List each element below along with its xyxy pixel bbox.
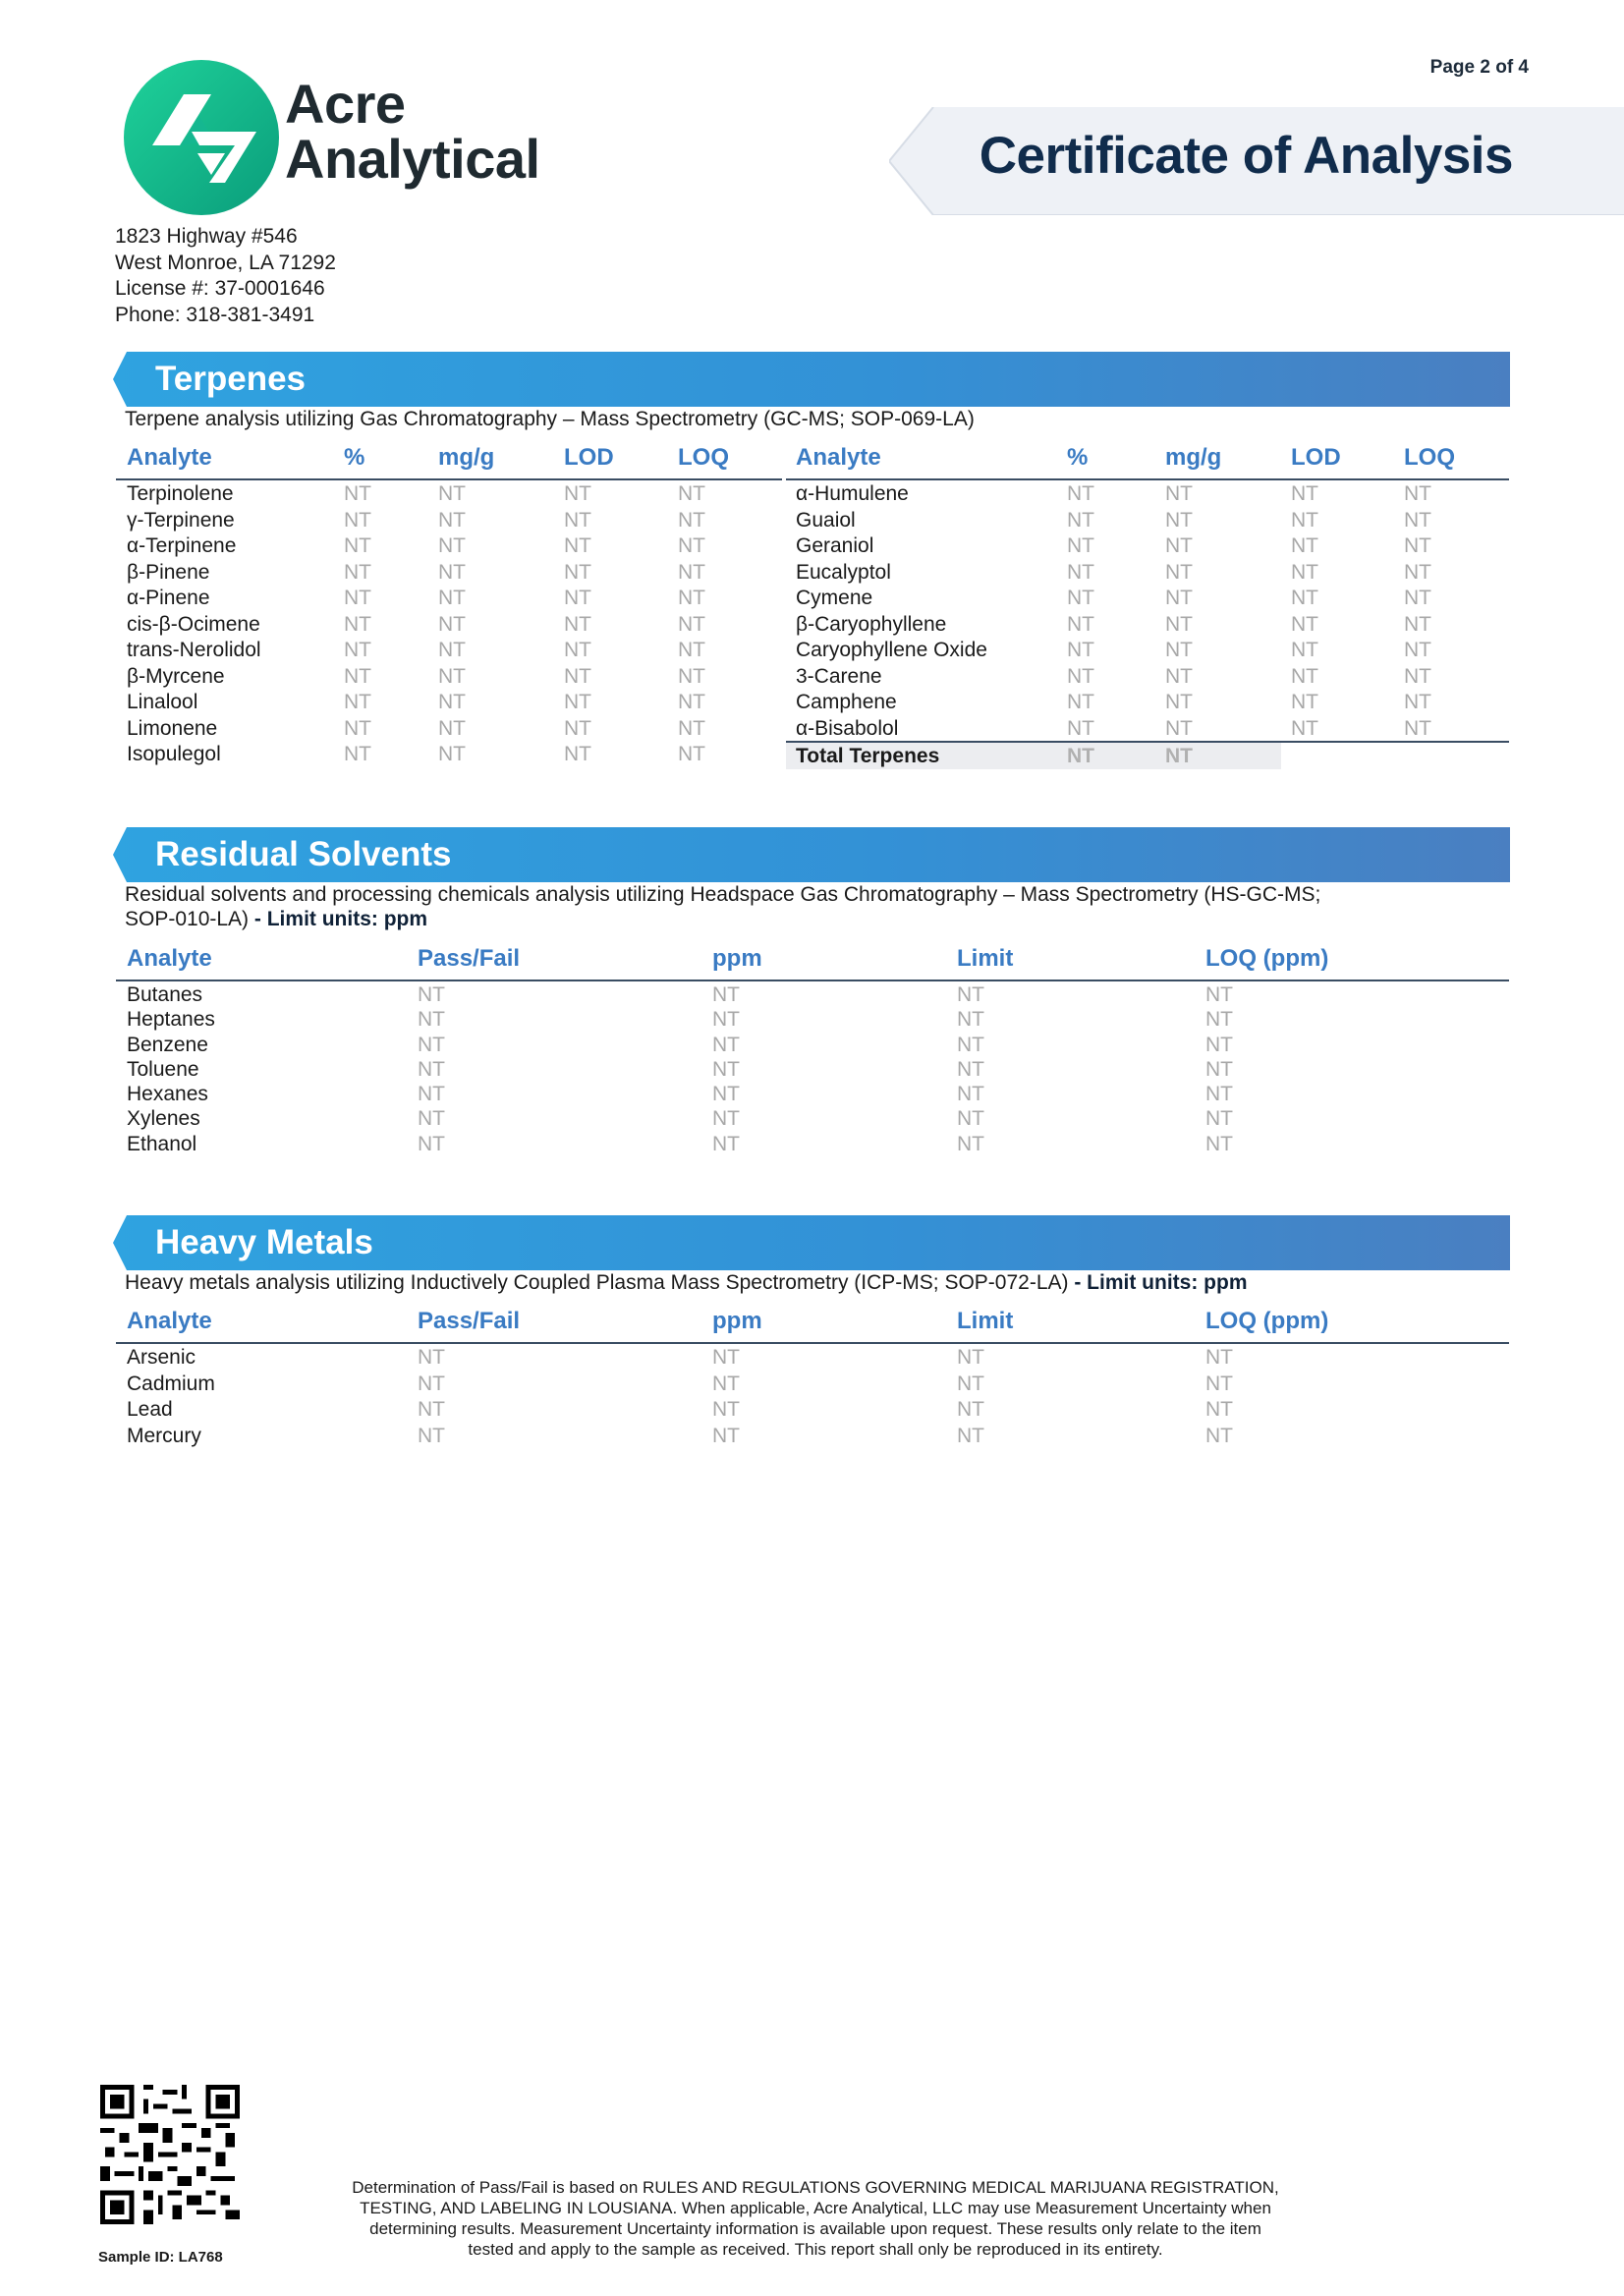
loq-value: NT	[1205, 1008, 1233, 1032]
lod-value: NT	[1291, 587, 1318, 609]
analyte-name: cis-β-Ocimene	[127, 612, 260, 636]
metals-rows	[116, 1345, 1509, 1449]
col-mg-g: mg/g	[438, 444, 495, 471]
ppm-value: NT	[712, 1083, 740, 1106]
lod-value: NT	[564, 508, 591, 532]
table-row	[786, 716, 1509, 743]
lod-value: NT	[564, 639, 591, 661]
analyte-name: Camphene	[796, 691, 897, 713]
solvents-limit-units: - Limit units: ppm	[253, 908, 428, 930]
limit-value: NT	[957, 1424, 984, 1447]
solvents-rule	[116, 980, 1509, 981]
limit-value: NT	[957, 1033, 984, 1056]
mg-value: NT	[438, 482, 466, 505]
table-row	[116, 560, 782, 587]
lod-value: NT	[1291, 716, 1318, 740]
loq-value: NT	[1205, 1107, 1233, 1131]
analyte-name: Linalool	[127, 691, 198, 713]
limit-value: NT	[957, 1346, 984, 1369]
table-row	[786, 560, 1509, 587]
terpenes-title: Terpenes	[155, 360, 307, 398]
col-limit: Limit	[957, 945, 1014, 972]
limit-value: NT	[957, 983, 984, 1006]
table-row	[116, 1082, 1509, 1106]
table-row	[116, 1345, 1509, 1372]
disclaimer	[314, 2177, 1316, 2260]
col-loq-ppm: LOQ (ppm)	[1205, 1308, 1329, 1334]
analyte-name: Cadmium	[127, 1372, 215, 1395]
table-row	[116, 481, 782, 508]
loq-value: NT	[1205, 1372, 1233, 1395]
loq-value: NT	[1404, 534, 1431, 557]
analyte-name: Arsenic	[127, 1346, 196, 1369]
mg-value: NT	[1165, 664, 1193, 688]
ppm-value: NT	[712, 983, 740, 1006]
solvents-header	[116, 945, 1509, 980]
percent-value: NT	[344, 664, 371, 688]
lod-value: NT	[564, 560, 591, 584]
analyte-name: α-Terpinene	[127, 534, 237, 557]
analyte-name: α-Bisabolol	[796, 716, 899, 740]
terpenes-left-rule	[116, 478, 782, 480]
col-loq: LOQ	[678, 444, 729, 471]
solvents-rows	[116, 982, 1509, 1156]
table-row	[116, 1372, 1509, 1398]
loq-value: NT	[1404, 587, 1431, 609]
pass-fail-value: NT	[418, 1107, 445, 1131]
solvents-title: Residual Solvents	[155, 835, 452, 873]
limit-value: NT	[957, 1057, 984, 1081]
table-row	[786, 481, 1509, 508]
lod-value: NT	[564, 534, 591, 557]
pass-fail-value: NT	[418, 1398, 445, 1421]
analyte-name: β-Caryophyllene	[796, 612, 947, 636]
percent-value: NT	[1067, 587, 1094, 609]
ppm-value: NT	[712, 1107, 740, 1131]
address-license: License #: 37-0001646	[115, 277, 325, 300]
analyte-name: Hexanes	[127, 1083, 208, 1106]
percent-value: NT	[344, 743, 371, 765]
pass-fail-value: NT	[418, 1346, 445, 1369]
analyte-name: Xylenes	[127, 1107, 200, 1131]
lod-value: NT	[1291, 691, 1318, 713]
metals-description	[125, 1270, 1520, 1295]
terpenes-right-rows	[786, 481, 1509, 742]
table-row	[116, 1132, 1509, 1156]
col-lod: LOD	[564, 444, 614, 471]
percent-value: NT	[1067, 612, 1094, 636]
mg-value: NT	[438, 534, 466, 557]
limit-value: NT	[957, 1398, 984, 1421]
analyte-name: Eucalyptol	[796, 560, 891, 584]
solvents-desc-line1: Residual solvents and processing chemicals analysis utilizing Headspace Gas Chromatography – Mass Spectrometry (HS-GC-MS;	[125, 883, 1321, 906]
table-row	[116, 664, 782, 691]
analyte-name: Guaiol	[796, 508, 856, 532]
col-loq: LOQ	[1404, 444, 1455, 471]
loq-value: NT	[1404, 716, 1431, 740]
mg-value: NT	[1165, 560, 1193, 584]
percent-value: NT	[344, 691, 371, 713]
loq-value: NT	[678, 482, 705, 505]
loq-value: NT	[678, 664, 705, 688]
loq-value: NT	[1404, 508, 1431, 532]
col-limit: Limit	[957, 1308, 1014, 1334]
col-loq-ppm: LOQ (ppm)	[1205, 945, 1329, 972]
analyte-name: 3-Carene	[796, 664, 882, 688]
lod-value: NT	[1291, 639, 1318, 661]
table-row	[786, 612, 1509, 639]
percent-value: NT	[344, 560, 371, 584]
percent-value: NT	[344, 508, 371, 532]
loq-value: NT	[678, 691, 705, 713]
analyte-name: α-Humulene	[796, 482, 909, 505]
mg-value: NT	[1165, 716, 1193, 740]
col-analyte: Analyte	[127, 444, 212, 471]
analyte-name: Limonene	[127, 716, 218, 740]
lod-value: NT	[1291, 534, 1318, 557]
table-row	[116, 1007, 1509, 1032]
loq-value: NT	[678, 534, 705, 557]
loq-value: NT	[678, 612, 705, 636]
lab-address	[115, 224, 336, 328]
percent-value: NT	[344, 482, 371, 505]
lod-value: NT	[1291, 482, 1318, 505]
percent-value: NT	[1067, 716, 1094, 740]
disclaimer-line-4: tested and apply to the sample as received. This report shall only be reproduced in its entirety.	[468, 2240, 1163, 2259]
limit-value: NT	[957, 1083, 984, 1106]
percent-value: NT	[344, 587, 371, 609]
address-street: 1823 Highway #546	[115, 225, 298, 248]
pass-fail-value: NT	[418, 1424, 445, 1447]
mg-value: NT	[1165, 691, 1193, 713]
metals-rule	[116, 1342, 1509, 1344]
ppm-value: NT	[712, 1132, 740, 1155]
percent-value: NT	[344, 716, 371, 740]
pass-fail-value: NT	[418, 1008, 445, 1032]
col-analyte: Analyte	[127, 1308, 212, 1334]
pass-fail-value: NT	[418, 1132, 445, 1155]
mg-value: NT	[438, 664, 466, 688]
col-analyte: Analyte	[796, 444, 881, 471]
table-row	[116, 533, 782, 560]
pass-fail-value: NT	[418, 1372, 445, 1395]
loq-value: NT	[1404, 482, 1431, 505]
table-row	[116, 1106, 1509, 1131]
loq-value: NT	[1205, 1083, 1233, 1106]
total-terpenes-row	[786, 743, 1281, 769]
percent-value: NT	[344, 612, 371, 636]
brand-name	[285, 73, 540, 190]
ppm-value: NT	[712, 1372, 740, 1395]
percent-value: NT	[1067, 534, 1094, 557]
col-percent: %	[344, 444, 365, 471]
loq-value: NT	[1205, 1346, 1233, 1369]
address-phone: Phone: 318-381-3491	[115, 303, 315, 326]
analyte-name: Geraniol	[796, 534, 874, 557]
percent-value: NT	[1067, 691, 1094, 713]
table-row	[116, 742, 782, 768]
loq-value: NT	[1205, 1033, 1233, 1056]
analyte-name: β-Pinene	[127, 560, 210, 584]
ppm-value: NT	[712, 1346, 740, 1369]
analyte-name: Lead	[127, 1398, 173, 1421]
table-row	[786, 638, 1509, 664]
analyte-name: Toluene	[127, 1057, 199, 1081]
terpenes-description: Terpene analysis utilizing Gas Chromatography – Mass Spectrometry (GC-MS; SOP-069-LA)	[125, 408, 975, 430]
brand-line-2: Analytical	[285, 128, 540, 190]
lod-value: NT	[1291, 560, 1318, 584]
percent-value: NT	[1067, 482, 1094, 505]
table-row	[786, 690, 1509, 716]
metals-title: Heavy Metals	[155, 1223, 373, 1261]
pass-fail-value: NT	[418, 1033, 445, 1056]
mg-value: NT	[1165, 587, 1193, 609]
mg-value: NT	[438, 639, 466, 661]
limit-value: NT	[957, 1372, 984, 1395]
col-percent: %	[1067, 444, 1089, 471]
terpenes-right-header	[786, 444, 1509, 479]
mg-value: NT	[438, 508, 466, 532]
mg-value: NT	[1165, 612, 1193, 636]
table-row	[116, 612, 782, 639]
lod-value: NT	[564, 691, 591, 713]
loq-value: NT	[678, 560, 705, 584]
table-row	[116, 1397, 1509, 1424]
sample-id: Sample ID: LA768	[98, 2249, 223, 2266]
limit-value: NT	[957, 1132, 984, 1155]
address-city: West Monroe, LA 71292	[115, 251, 336, 274]
metals-header	[116, 1308, 1509, 1343]
analyte-name: Terpinolene	[127, 482, 234, 505]
lod-value: NT	[1291, 508, 1318, 532]
ppm-value: NT	[712, 1424, 740, 1447]
percent-value: NT	[1067, 639, 1094, 661]
mg-value: NT	[438, 743, 466, 765]
table-row	[116, 1033, 1509, 1057]
analyte-name: Butanes	[127, 983, 203, 1006]
brand-line-1: Acre	[285, 73, 406, 135]
analyte-name: Heptanes	[127, 1008, 215, 1032]
metals-limit-units: - Limit units: ppm	[1074, 1271, 1248, 1294]
loq-value: NT	[1205, 983, 1233, 1006]
table-row	[786, 508, 1509, 534]
ppm-value: NT	[712, 1398, 740, 1421]
loq-value: NT	[1205, 1132, 1233, 1155]
lod-value: NT	[564, 743, 591, 765]
mg-value: NT	[438, 612, 466, 636]
mg-value: NT	[438, 587, 466, 609]
loq-value: NT	[678, 587, 705, 609]
disclaimer-line-2: TESTING, AND LABELING IN LOUSIANA. When applicable, Acre Analytical, LLC may use Measurement Uncertainty when	[360, 2199, 1271, 2217]
col-ppm: ppm	[712, 1308, 762, 1334]
mg-value: NT	[438, 560, 466, 584]
percent-value: NT	[1067, 664, 1094, 688]
loq-value: NT	[1205, 1424, 1233, 1447]
terpenes-right-rule	[786, 478, 1509, 480]
analyte-name: Benzene	[127, 1033, 208, 1056]
lod-value: NT	[564, 664, 591, 688]
loq-value: NT	[1404, 691, 1431, 713]
page-number: Page 2 of 4	[1429, 57, 1529, 78]
table-row	[116, 1424, 1509, 1450]
loq-value: NT	[1404, 639, 1431, 661]
lod-value: NT	[1291, 612, 1318, 636]
loq-value: NT	[1404, 664, 1431, 688]
percent-value: NT	[1067, 560, 1094, 584]
col-pass-fail: Pass/Fail	[418, 1308, 521, 1334]
metals-desc-text: Heavy metals analysis utilizing Inductively Coupled Plasma Mass Spectrometry (ICP-MS; SOP-072-LA)	[125, 1271, 1069, 1294]
pass-fail-value: NT	[418, 983, 445, 1006]
solvents-desc-line2: SOP-010-LA)	[125, 908, 250, 930]
col-mg-g: mg/g	[1165, 444, 1222, 471]
ppm-value: NT	[712, 1057, 740, 1081]
analyte-name: β-Myrcene	[127, 664, 225, 688]
terpenes-left-rows	[116, 481, 782, 768]
table-row	[116, 716, 782, 743]
table-row	[786, 664, 1509, 691]
loq-value: NT	[678, 639, 705, 661]
col-analyte: Analyte	[127, 945, 212, 972]
analyte-name: α-Pinene	[127, 587, 210, 609]
analyte-name: Cymene	[796, 587, 873, 609]
loq-value: NT	[1404, 560, 1431, 584]
loq-value: NT	[1205, 1398, 1233, 1421]
loq-value: NT	[678, 743, 705, 765]
total-label: Total Terpenes	[796, 745, 940, 767]
loq-value: NT	[1404, 612, 1431, 636]
mg-value: NT	[438, 691, 466, 713]
col-ppm: ppm	[712, 945, 762, 972]
analyte-name: γ-Terpinene	[127, 508, 235, 532]
qr-code	[100, 2085, 240, 2224]
analyte-name: Mercury	[127, 1424, 201, 1447]
ppm-value: NT	[712, 1033, 740, 1056]
limit-value: NT	[957, 1008, 984, 1032]
percent-value: NT	[344, 534, 371, 557]
pass-fail-value: NT	[418, 1083, 445, 1106]
table-row	[786, 533, 1509, 560]
percent-value: NT	[1067, 508, 1094, 532]
total-percent: NT	[1067, 745, 1094, 767]
table-row	[116, 638, 782, 664]
ppm-value: NT	[712, 1008, 740, 1032]
mg-value: NT	[1165, 482, 1193, 505]
lod-value: NT	[564, 612, 591, 636]
total-mg: NT	[1165, 745, 1193, 767]
col-lod: LOD	[1291, 444, 1341, 471]
table-row	[116, 586, 782, 612]
table-row	[116, 508, 782, 534]
mg-value: NT	[1165, 508, 1193, 532]
loq-value: NT	[678, 508, 705, 532]
disclaimer-line-1: Determination of Pass/Fail is based on RULES AND REGULATIONS GOVERNING MEDICAL MARIJUANA REGISTRATION,	[352, 2178, 1279, 2197]
analyte-name: trans-Nerolidol	[127, 639, 261, 661]
terpenes-left-header	[116, 444, 782, 479]
table-row	[116, 690, 782, 716]
analyte-name: Isopulegol	[127, 743, 221, 765]
lod-value: NT	[1291, 664, 1318, 688]
document-title: Certificate of Analysis	[979, 127, 1513, 185]
disclaimer-line-3: determining results. Measurement Uncertainty information is available upon request. These results only relate to the item	[369, 2219, 1261, 2238]
solvents-description	[125, 882, 1520, 931]
analyte-name: Ethanol	[127, 1132, 197, 1155]
mg-value: NT	[1165, 534, 1193, 557]
percent-value: NT	[344, 639, 371, 661]
mg-value: NT	[1165, 639, 1193, 661]
col-pass-fail: Pass/Fail	[418, 945, 521, 972]
pass-fail-value: NT	[418, 1057, 445, 1081]
table-row	[786, 586, 1509, 612]
limit-value: NT	[957, 1107, 984, 1131]
table-row	[116, 1057, 1509, 1082]
lod-value: NT	[564, 716, 591, 740]
lod-value: NT	[564, 587, 591, 609]
table-row	[116, 982, 1509, 1007]
lod-value: NT	[564, 482, 591, 505]
acre-analytical-logo	[123, 59, 280, 216]
loq-value: NT	[678, 716, 705, 740]
terpenes-banner	[113, 352, 1510, 407]
analyte-name: Caryophyllene Oxide	[796, 639, 987, 661]
mg-value: NT	[438, 716, 466, 740]
loq-value: NT	[1205, 1057, 1233, 1081]
